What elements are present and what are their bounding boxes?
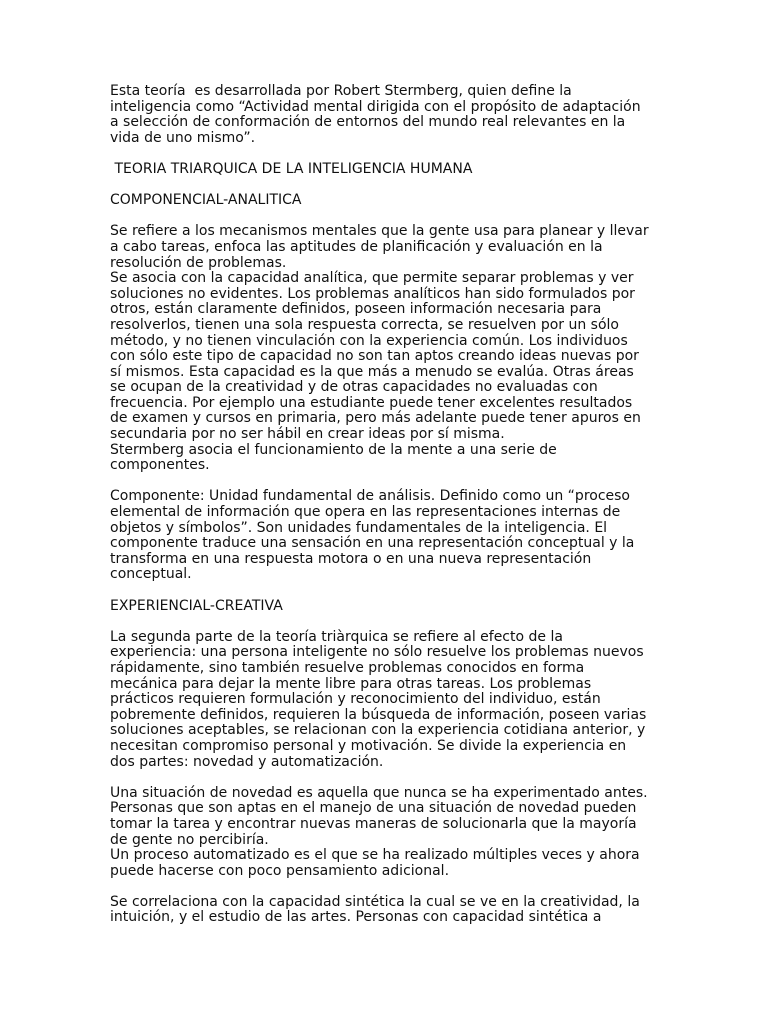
paragraph-gap <box>110 474 728 490</box>
section-2-paragraph-1: La segunda parte de la teoría triàrquica se refiere al efecto de la experiencia: una persona inteligente no sólo resuelve los problemas nuevos rápidamente, sino también resuelve problemas conocidos en forma mecánica para dejar la mente libre para otras tareas. Los problemas prácticos requieren formulación y reconocimiento del individuo, están pobremente definidos, requieren la búsqueda de información, poseen varias soluciones aceptables, se relacionan con la experiencia cotidiana anterior, y necesitan compromiso personal y motivación. Se divide la experiencia en dos partes: novedad y automatización. <box>110 628 647 770</box>
paragraph-gap <box>110 178 728 194</box>
section-1-paragraph-2: Componente: Unidad fundamental de análisis. Definido como un “proceso elemental de información que opera en las representaciones internas de objetos y símbolos”. Son unidades fundamentales de la inteligencia. El componente traduce una sensación en una representación conceptual y la transforma en una respuesta motora o en una nueva representación conceptual. <box>110 488 635 583</box>
intro-paragraph: Esta teoría es desarrollada por Robert Stermberg, quien define la inteligencia como “Actividad mental dirigida con el propósito de adaptación a selección de conformación de entornos del mundo real relevantes en la vida de uno mismo”. <box>110 83 641 146</box>
paragraph-gap <box>110 614 728 630</box>
paragraph-gap <box>110 879 728 895</box>
document-title: TEORIA TRIARQUICA DE LA INTELIGENCIA HUMANA <box>110 160 473 177</box>
section-heading-experiencial: EXPERIENCIAL-CREATIVA <box>110 597 283 614</box>
paragraph-gap <box>110 770 728 786</box>
section-heading-componencial: COMPONENCIAL-ANALITICA <box>110 192 302 209</box>
section-1-paragraph-1: Se refiere a los mecanismos mentales que la gente usa para planear y llevar a cabo tareas, enfoca las aptitudes de planificación y evaluación en la resolución de problemas. Se asocia con la capacidad analítica, que permite separar problemas y ver soluciones no evidentes. Los problemas analíticos han sido formulados por otros, están claramente definidos, poseen información necesaria para resolverlos, tienen una sola respuesta correcta, se resuelven por un sólo método, y no tienen vinculación con la experiencia común. Los individuos con sólo este tipo de capacidad no son tan aptos creando ideas nuevas por sí mismos. Esta capacidad es la que más a menudo se evalúa. Otras áreas se ocupan de la creatividad y de otras capacidades no evaluadas con frecuencia. Por ejemplo una estudiante puede tener excelentes resultados de examen y cursos en primaria, pero más adelante puede tener apuros en secundaria por no ser hábil en crear ideas por sí misma. Stermberg asocia el funcionamiento de la mente a una serie de componentes. <box>110 223 649 474</box>
paragraph-gap <box>110 209 728 225</box>
section-2-paragraph-2: Una situación de novedad es aquella que nunca se ha experimentado antes. Personas que son aptas en el manejo de una situación de novedad pueden tomar la tarea y encontrar nuevas maneras de solucionarla que la mayoría de gente no percibiría. Un proceso automatizado es el que se ha realizado múltiples veces y ahora puede hacerse con poco pensamiento adicional. <box>110 784 648 879</box>
section-2-paragraph-3: Se correlaciona con la capacidad sintética la cual se ve en la creatividad, la intuición, y el estudio de las artes. Personas con capacidad sintética a <box>110 893 640 926</box>
paragraph-gap <box>110 583 728 599</box>
paragraph-gap <box>110 146 728 162</box>
